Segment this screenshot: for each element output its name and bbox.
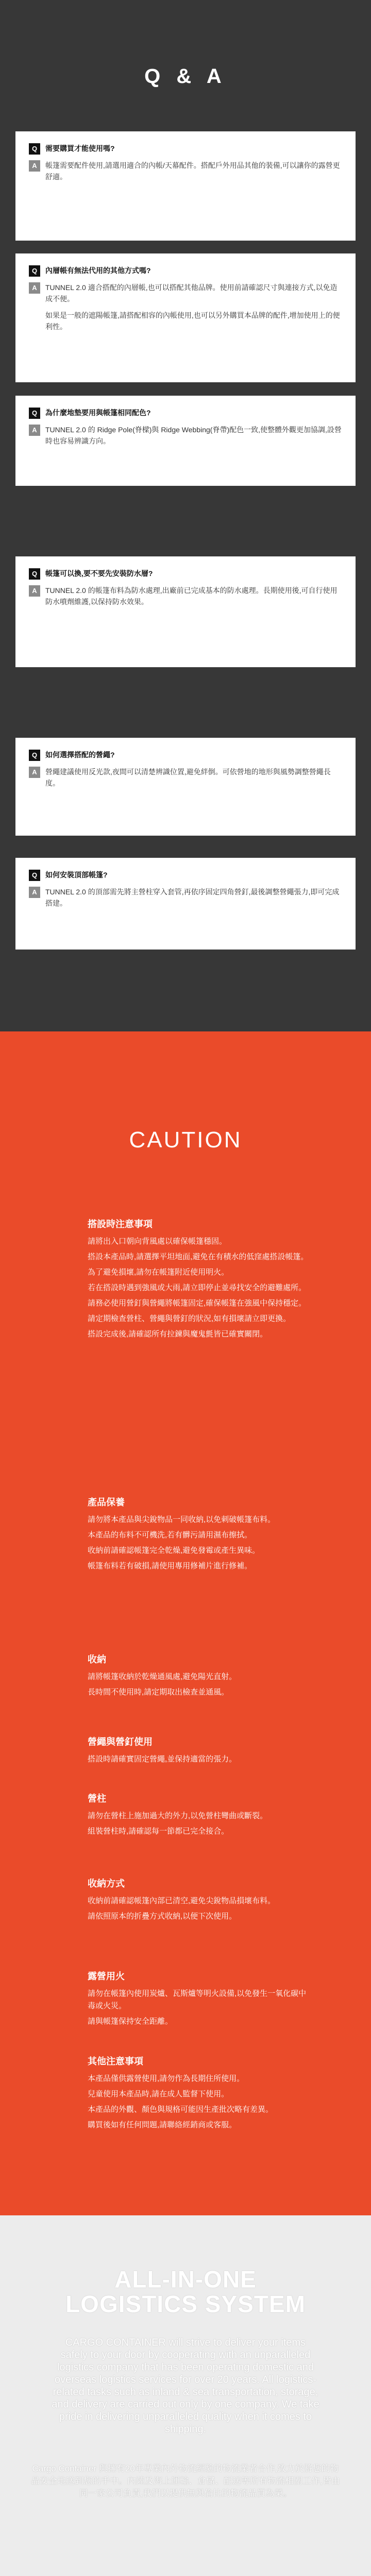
qa-card <box>15 556 356 667</box>
answer-text: 帳篷需要配件使用,請選用適合的內帳/天幕配件。搭配戶外用品其他的裝備,可以讓你的露營更舒適。 <box>45 161 340 181</box>
caution-heading: 收納 <box>88 1654 106 1665</box>
a-badge-icon: A <box>29 767 40 778</box>
caution-heading: 搭設時注意事項 <box>88 1219 153 1229</box>
question-text: 如何安裝頂部帳篷? <box>45 871 108 879</box>
q-badge-icon: Q <box>29 750 40 761</box>
question-text: 需要購買才能使用嗎? <box>45 144 115 152</box>
caution-group-poles <box>88 1791 309 1841</box>
caution-item: 帳篷布料若有破損,請使用專用修補片進行修補。 <box>88 1562 252 1570</box>
caution-item: 購買後如有任何問題,請聯絡經銷商或客服。 <box>88 2121 237 2129</box>
question-row <box>29 869 342 881</box>
caution-group-care <box>88 1495 309 1575</box>
answer-text: TUNNEL 2.0 的帳篷布料為防水處理,出廠前已完成基本的防水處理。長期使用後,可自行使用防水噴劑維護,以保持防水效果。 <box>45 586 338 606</box>
caution-section <box>0 1031 371 2215</box>
caution-item: 兒童使用本產品時,請在成人監督下使用。 <box>88 2090 229 2098</box>
q-badge-icon: Q <box>29 870 40 881</box>
caution-item: 請依照原本的折疊方式收納,以便下次使用。 <box>88 1912 237 1921</box>
caution-item: 請勿將本產品與尖銳物品一同收納,以免刺破帳篷布料。 <box>88 1515 276 1524</box>
caution-item: 搭設時請確實固定營繩,並保持適當的張力。 <box>88 1755 237 1764</box>
answer-row <box>29 424 342 447</box>
caution-group-fire <box>88 1969 309 2031</box>
qa-card <box>15 858 356 950</box>
answer-extra-row <box>29 310 342 332</box>
q-badge-icon: Q <box>29 265 40 277</box>
question-row <box>29 749 342 761</box>
caution-item: 本產品的外觀、顏色與規格可能因生產批次略有差異。 <box>88 2105 274 2114</box>
answer-text-extra: 如果是一般的遮陽帳篷,請搭配相容的內帳使用,也可以另外購買本品牌的配件,增加使用上的便利性。 <box>45 311 340 331</box>
question-text: 內層帳有無法代用的其他方式嗎? <box>45 266 151 275</box>
qa-card <box>15 396 356 486</box>
answer-row <box>29 886 342 909</box>
a-badge-icon: A <box>29 887 40 898</box>
qa-title: Q & A <box>144 65 227 88</box>
q-badge-icon: Q <box>29 143 40 155</box>
caution-item: 請務必使用營釘與營繩將帳篷固定,確保帳篷在強風中保持穩定。 <box>88 1299 307 1308</box>
caution-group-other <box>88 2054 309 2134</box>
qa-section <box>0 0 371 1031</box>
logistics-title-line1: ALL-IN-ONE <box>114 2266 257 2293</box>
logistics-title <box>0 2267 371 2316</box>
answer-text: 營繩建議使用反光款,夜間可以清楚辨識位置,避免絆倒。可依營地的地形與風勢調整營繩長度。 <box>45 768 331 787</box>
answer-row <box>29 160 342 182</box>
caution-heading: 收納方式 <box>88 1878 125 1889</box>
caution-item: 請與帳篷保持安全距離。 <box>88 2017 173 2026</box>
caution-item: 收納前請確認帳篷內部已清空,避免尖銳物品損壞布料。 <box>88 1896 276 1905</box>
caution-group-storage <box>88 1652 309 1702</box>
logistics-chinese-text: Cargo Container 與擁有20年專業內外物流經驗的物流業者合作,致力於將您的物品安全地送到您的手中。內陸及海上運輸、倉儲、配送等所有物流相關工作,皆由同一家公司負責,我們以提供無與倫比的物流品質為榮。 <box>31 2464 340 2498</box>
logistics-title-line2: LOGISTICS SYSTEM <box>65 2291 306 2317</box>
logistics-section <box>0 2215 371 2576</box>
caution-item: 為了避免損壞,請勿在帳篷附近使用明火。 <box>88 1268 229 1277</box>
question-row <box>29 265 342 277</box>
question-text: 帳篷可以換,要不要先安裝防水層? <box>45 569 153 578</box>
answer-text: TUNNEL 2.0 適合搭配的內層帳,也可以搭配其他品牌。使用前請確認尺寸與連接方式,以免造成不便。 <box>45 283 338 303</box>
caution-group-ropes <box>88 1735 309 1769</box>
answer-row <box>29 585 342 607</box>
qa-card <box>15 738 356 836</box>
caution-title: CAUTION <box>129 1127 242 1153</box>
a-badge-icon: A <box>29 160 40 172</box>
q-badge-icon: Q <box>29 408 40 419</box>
caution-group-setup <box>88 1217 309 1344</box>
caution-group-packing <box>88 1876 309 1926</box>
a-badge-icon: A <box>29 282 40 294</box>
qa-card <box>15 253 356 382</box>
caution-heading: 其他注意事項 <box>88 2056 143 2066</box>
caution-item: 請將出入口朝向背風處以確保帳篷穩固。 <box>88 1237 227 1246</box>
caution-item: 搭設完成後,請確認所有拉鍊與魔鬼氈皆已確實關閉。 <box>88 1330 268 1338</box>
caution-item: 請將帳篷收納於乾燥通風處,避免陽光直射。 <box>88 1672 237 1681</box>
caution-item: 本產品僅供露營使用,請勿作為長期住所使用。 <box>88 2074 245 2083</box>
caution-item: 搭設本產品時,請選擇平坦地面,避免在有積水的低窪處搭設帳篷。 <box>88 1252 309 1261</box>
question-row <box>29 568 342 580</box>
answer-text: TUNNEL 2.0 的頂部需先將主營柱穿入套管,再依序固定四角營釘,最後調整營繩張力,即可完成搭建。 <box>45 888 340 907</box>
answer-row <box>29 282 342 304</box>
q-badge-icon: Q <box>29 568 40 580</box>
question-row <box>29 407 342 419</box>
a-badge-icon: A <box>29 585 40 597</box>
caution-item: 組裝營柱時,請確認每一節都已完全接合。 <box>88 1827 229 1836</box>
qa-card <box>15 131 356 241</box>
caution-item: 請定期檢查營柱、營繩與營釘的狀況,如有損壞請立即更換。 <box>88 1314 291 1323</box>
answer-text: TUNNEL 2.0 的 Ridge Pole(脊樑)與 Ridge Webbing(脊帶)配色一致,使整體外觀更加協調,設營時也容易辨識方向。 <box>45 426 342 445</box>
caution-heading: 產品保養 <box>88 1497 125 1507</box>
caution-item: 本產品的布料不可機洗,若有髒污請用濕布擦拭。 <box>88 1531 252 1539</box>
caution-item: 若在搭設時遇到強風或大雨,請立即停止並尋找安全的避難處所。 <box>88 1283 307 1292</box>
caution-item: 收納前請確認帳篷完全乾燥,避免發霉或產生異味。 <box>88 1546 260 1555</box>
caution-item: 長時間不使用時,請定期取出檢查並通風。 <box>88 1688 229 1697</box>
caution-heading: 營柱 <box>88 1793 106 1804</box>
question-text: 如何選擇搭配的營繩? <box>45 751 115 759</box>
caution-heading: 營繩與營釘使用 <box>88 1737 153 1747</box>
caution-item: 請勿在營柱上施加過大的外力,以免營柱彎曲或斷裂。 <box>88 1811 268 1820</box>
answer-row <box>29 766 342 789</box>
question-row <box>29 143 342 155</box>
caution-heading: 露營用火 <box>88 1971 125 1981</box>
logistics-english-text: CARGO CONTAINER will strive to deliver your items safely to your door by cooperating with an unparalleled logistics company that has been operating domestic and overseas logistics services for over 20 years. All logistics-related tasks such as inland & sea transportation, storage, and delivery are carried out only by one company. We take pride in delivering unparalleled quality when it comes to shipping. <box>52 2337 319 2435</box>
question-text: 為什麼地墊要用與帳篷相同配色? <box>45 409 151 417</box>
a-badge-icon: A <box>29 425 40 436</box>
caution-item: 請勿在帳篷內使用炭爐、瓦斯爐等明火設備,以免發生一氧化碳中毒或火災。 <box>88 1989 307 2010</box>
